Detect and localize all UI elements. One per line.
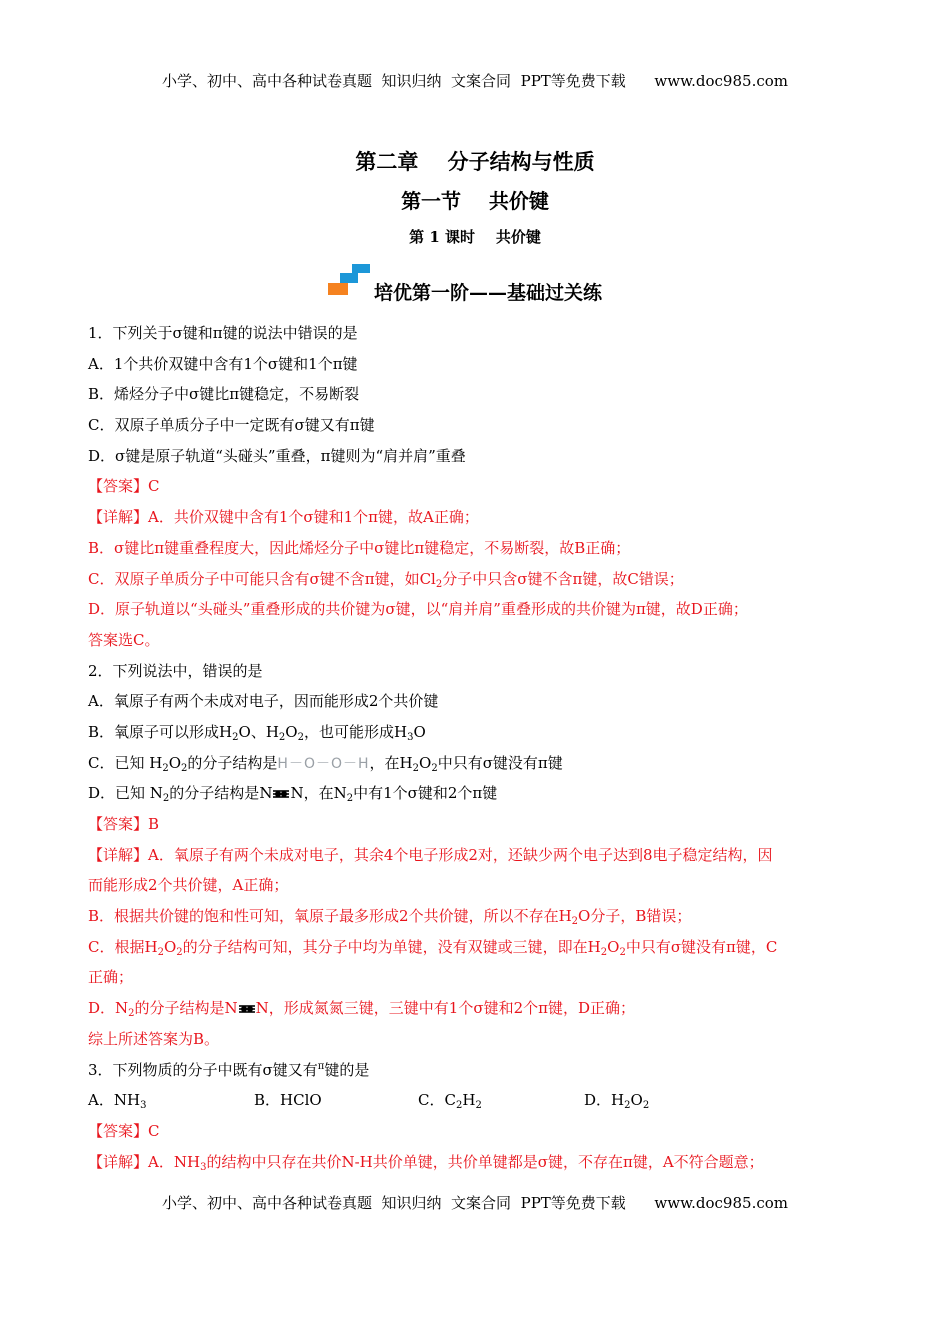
question-1-explanation-d: D．原子轨道以“头碰头”重叠形成的共价键为σ键，以“肩并肩”重叠形成的共价键为π键，故D正确； bbox=[88, 600, 748, 619]
banner-title: 培优第一阶——基础过关练 bbox=[374, 282, 603, 304]
question-2-stem: 2．下列说法中，错误的是 bbox=[88, 661, 263, 680]
triple-bond-icon bbox=[238, 1003, 256, 1015]
question-content bbox=[88, 318, 868, 1177]
question-2-explanation-a2: 而能形成2个共价键，A正确； bbox=[88, 876, 289, 895]
question-1-stem: 1．下列关于σ键和π键的说法中错误的是 bbox=[88, 324, 358, 342]
question-1-answer: 【答案】C bbox=[88, 477, 160, 496]
page-header: 小学、初中、高中各种试卷真题 知识归纳 文案合同 PPT等免费下载 www.doc985.com bbox=[161, 72, 788, 90]
question-2-option-c: C．已知 $H_2O_2$的分子结构是H－O－O－H，在$H_2O_2$中只有σ键没有π键 bbox=[88, 748, 868, 779]
question-2-option-d: D．已知 $N_2$的分子结构是N N，在$N_2$中有1个σ键和2个π键 bbox=[88, 784, 498, 805]
question-2-answer: 【答案】B bbox=[88, 815, 160, 833]
lesson-title: 第 1 课时 共价键 bbox=[409, 228, 541, 246]
question-3-option-a: A．$NH_3$ bbox=[88, 1091, 147, 1112]
page-footer: 小学、初中、高中各种试卷真题 知识归纳 文案合同 PPT等免费下载 www.doc985.com bbox=[161, 1194, 788, 1212]
stairs-logo-icon bbox=[328, 264, 372, 298]
question-1-option-c: C．双原子单质分子中一定既有σ键又有π键 bbox=[88, 416, 375, 435]
question-1-explanation-c: C．双原子单质分子中可能只含有σ键不含π键，如$Cl_2$分子中只含σ键不含π键，故C错误； bbox=[88, 569, 684, 590]
question-3-explanation-a: 【详解】A．$NH_3$的结构中只存在共价N-H共价单键，共价单键都是σ键，不存在π键，A不符合题意； bbox=[88, 1152, 764, 1173]
question-2-option-b: B．氧原子可以形成$H_2O$、$H_2O_2$，也可能形成$H_3O$ bbox=[88, 722, 426, 743]
question-2-explanation-a1: 【详解】A．氧原子有两个未成对电子，其余4个电子形成2对，还缺少两个电子达到8电子稳定结构，因 bbox=[88, 845, 773, 864]
question-1-option-b: B．烯烃分子中σ键比π键稳定，不易断裂 bbox=[88, 385, 360, 404]
question-1-explanation-b: B．σ键比π键重叠程度大，因此烯烃分子中σ键比π键稳定，不易断裂，故B正确； bbox=[88, 538, 631, 557]
question-2-explanation-c2: 正确； bbox=[88, 968, 134, 987]
question-3-option-d: D．$H_2O_2$ bbox=[584, 1091, 650, 1112]
question-3-stem: 3．下列物质的分子中既有σ键又有$^\pi$键的是 bbox=[88, 1060, 370, 1079]
peroxide-structure-formula: H－O－O－H bbox=[277, 755, 370, 772]
question-3-option-c: C．$C_2H_2$ bbox=[418, 1091, 482, 1112]
section-title: 第一节 共价键 bbox=[401, 189, 549, 213]
question-2-option-a: A．氧原子有两个未成对电子，因而能形成2个共价键 bbox=[88, 692, 439, 711]
question-3-option-b: B．HClO bbox=[254, 1091, 322, 1110]
triple-bond-icon bbox=[272, 788, 290, 800]
question-2-explanation-d: D．$N_2$的分子结构是N N，形成氮氮三键，三键中有1个σ键和2个π键，D正确； bbox=[88, 999, 636, 1020]
question-2-conclusion: 综上所述答案为B。 bbox=[88, 1029, 220, 1048]
question-1-option-d: D．σ键是原子轨道“头碰头”重叠，π键则为“肩并肩”重叠 bbox=[88, 446, 466, 465]
question-1-explanation-a: 【详解】A．共价双键中含有1个σ键和1个π键，故A正确； bbox=[88, 508, 479, 527]
question-2-explanation-c1: C．根据$H_2O_2$的分子结构可知，其分子中均为单键，没有双键或三键，即在$H_2O_2$中只有σ键没有π键，C bbox=[88, 937, 778, 958]
question-2-explanation-b: B．根据共价键的饱和性可知，氧原子最多形成2个共价键，所以不存在$H_2O$分子，B错误； bbox=[88, 907, 692, 928]
question-3-answer: 【答案】C bbox=[88, 1121, 160, 1140]
chapter-title: 第二章 分子结构与性质 bbox=[355, 149, 595, 174]
question-1-conclusion: 答案选C。 bbox=[88, 630, 160, 649]
question-1-option-a: A．1个共价双键中含有1个σ键和1个π键 bbox=[88, 354, 358, 373]
question-3-options bbox=[88, 1085, 868, 1116]
